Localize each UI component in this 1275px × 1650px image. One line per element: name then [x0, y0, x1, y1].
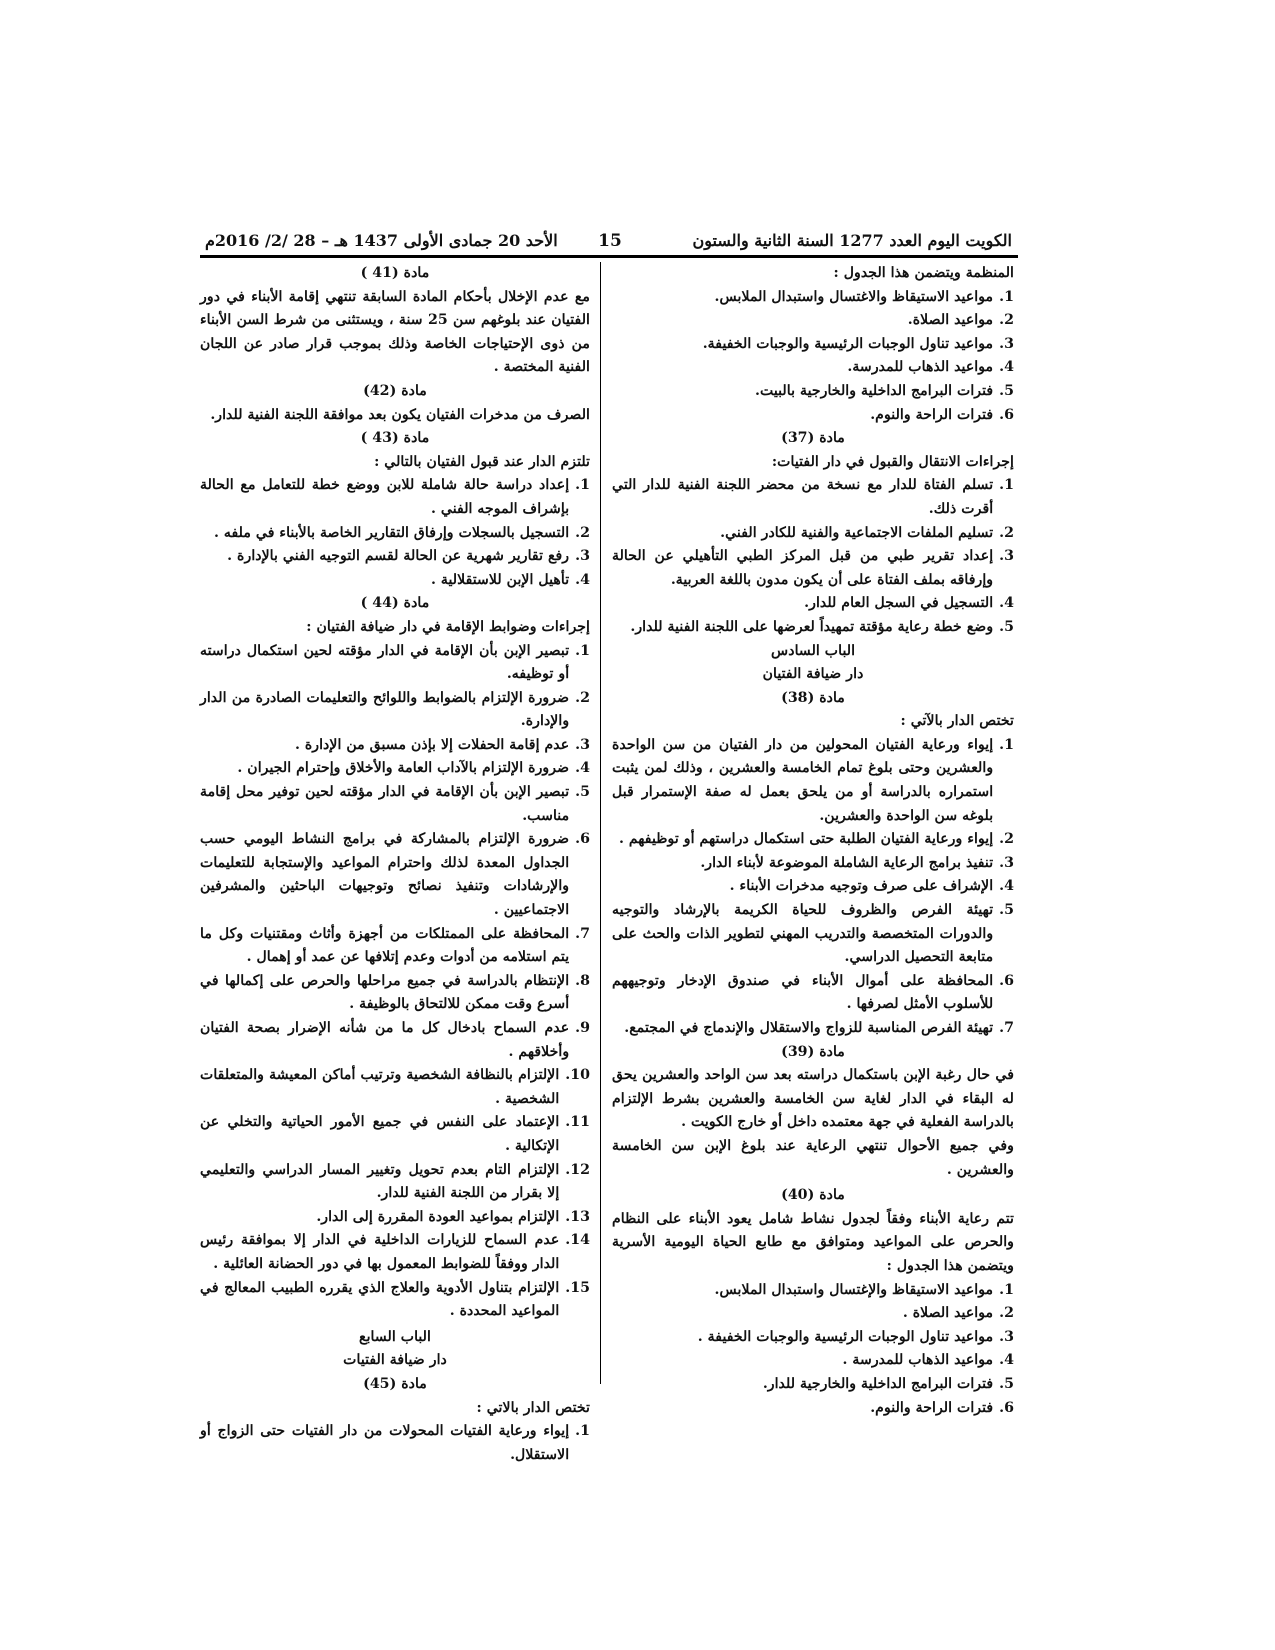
column-divider: [600, 262, 601, 1384]
list-item: [612, 1279, 1014, 1303]
article-title: مادة (42): [363, 382, 427, 399]
list-item: [200, 569, 590, 593]
list-item-text: مواعيد الاستيقاظ والإغتسال واستبدال الملابس.: [714, 1281, 994, 1298]
numbered-list: [200, 640, 590, 1324]
list-item-number: 2.: [999, 312, 1014, 329]
list-item: [612, 474, 1014, 521]
paragraph: إجراءات الانتقال والقبول في دار الفتيات:: [771, 453, 1014, 470]
paragraph: تختص الدار بالآتي :: [900, 713, 1014, 730]
list-item-number: 5.: [999, 618, 1014, 635]
list-item-number: 5.: [999, 1375, 1014, 1392]
list-item-number: 3.: [999, 548, 1014, 565]
list-item-number: 14.: [565, 1232, 590, 1249]
list-item: [200, 545, 590, 569]
article-title: مادة (37): [781, 430, 845, 447]
list-item-number: 12.: [565, 1161, 590, 1178]
list-item-text: تهيئة الفرص والظروف للحياة الكريمة بالإرشاد والتوجيه والدورات المتخصصة والتدريب المهني لتطوير الذات والحث على متابعة التحصيل الدراسي.: [612, 902, 994, 966]
article-title: مادة (43 ): [360, 430, 430, 447]
list-item-text: إعداد تقرير طبي من قبل المركز الطبي التأهيلي عن الحالة وإرفاقه بملف الفتاة على أن يكون مدون باللغة العربية.: [612, 548, 994, 588]
list-item-text: الإعتماد على النفس في جميع الأمور الحياتية والتخلي عن الإتكالية .: [200, 1114, 560, 1154]
list-item: [200, 687, 590, 734]
list-item-number: 2.: [999, 831, 1014, 848]
list-item: [200, 781, 590, 828]
list-item-number: 4.: [999, 359, 1014, 376]
list-item-number: 4.: [575, 571, 590, 588]
list-item-text: عدم إقامة الحفلات إلا بإذن مسبق من الإدارة .: [294, 736, 570, 753]
list-item-text: الإلتزام بالنظافة الشخصية وترتيب أماكن المعيشة والمتعلقات الشخصية .: [200, 1067, 560, 1107]
list-item: [612, 734, 1014, 828]
list-item-number: 8.: [575, 972, 590, 989]
paragraph: المنظمة ويتضمن هذا الجدول :: [833, 265, 1014, 281]
list-item-text: فترات البرامج الداخلية والخارجية بالبيت.: [755, 382, 994, 399]
article-title: مادة (45): [363, 1375, 427, 1392]
list-item: [200, 757, 590, 781]
list-item: [612, 616, 1014, 640]
list-item-text: مواعيد تناول الوجبات الرئيسية والوجبات الخفيفة.: [702, 335, 994, 352]
list-item-text: تأهيل الإبن للاستقلالية .: [431, 571, 570, 588]
list-item-number: 6.: [999, 406, 1014, 423]
list-item: [612, 309, 1014, 333]
numbered-list: [612, 474, 1014, 639]
list-item-text: فترات الراحة والنوم.: [870, 1399, 994, 1416]
list-item-number: 10.: [565, 1067, 590, 1084]
list-item-number: 3.: [575, 736, 590, 753]
header-rule: [200, 255, 1018, 258]
list-item-text: مواعيد الصلاة.: [907, 312, 994, 329]
list-item-text: إيواء ورعاية الفتيان الطلبة حتى استكمال دراستهم أو توظيفهم .: [618, 831, 994, 848]
list-item-text: تبصير الإبن بأن الإقامة في الدار مؤقته لحين توفير محل إقامة مناسب.: [200, 784, 570, 824]
paragraph: الصرف من مدخرات الفتيان يكون بعد موافقة اللجنة الفنية للدار.: [210, 406, 590, 423]
list-item: [612, 970, 1014, 1017]
list-item: [612, 1302, 1014, 1326]
list-item-number: 1.: [575, 477, 590, 494]
list-item-text: عدم السماح للزيارات الداخلية في الدار إلا بموافقة رئيس الدار ووفقاً للضوابط المعمول بها في دور الحضانة العائلية .: [200, 1232, 560, 1272]
list-item: [200, 923, 590, 970]
chapter-title: الباب السابع: [359, 1328, 431, 1345]
paragraph: إجراءات وضوابط الإقامة في دار ضيافة الفتيان :: [306, 618, 590, 635]
list-item: [612, 356, 1014, 380]
list-item-number: 1.: [999, 288, 1014, 305]
article-title: مادة (44 ): [360, 595, 430, 612]
numbered-list: [612, 1279, 1014, 1421]
list-item-number: 4.: [575, 760, 590, 777]
numbered-list: [200, 474, 590, 592]
list-item: [612, 1397, 1014, 1421]
list-item-number: 7.: [575, 925, 590, 942]
chapter-title: الباب السادس: [770, 642, 856, 659]
header-date: الأحد 20 جمادى الأولى 1437 هـ – 28 /2/ 2016م: [205, 231, 558, 250]
list-item: [200, 1159, 590, 1206]
list-item-text: إيواء ورعاية الفتيات المحولات من دار الفتيات حتى الزواج أو الاستقلال.: [200, 1423, 570, 1463]
list-item-text: فترات الراحة والنوم.: [870, 406, 994, 423]
list-item: [612, 852, 1014, 876]
list-item: [200, 970, 590, 1017]
list-item-text: الإنتظام بالدراسة في جميع مراحلها والحرص على إكمالها في أسرع وقت ممكن للالتحاق بالوظيفة .: [200, 972, 570, 1013]
list-item-number: 3.: [999, 854, 1014, 871]
list-item: [612, 1017, 1014, 1041]
list-item-text: الإشراف على صرف وتوجيه مدخرات الأبناء .: [729, 878, 994, 895]
list-item-text: إيواء ورعاية الفتيان المحولين من دار الفتيان من سن الواحدة والعشرين وحتى بلوغ تمام الخامسة والعشرين ، وذلك لمن يثبت استمراره بالدراسة أو من يلحق بعمل له صفة الإستمرار قبل بلوغه سن الواحدة والعشرين.: [612, 736, 994, 824]
list-item-text: ضرورة الإلتزام بالضوابط واللوائح والتعليمات الصادرة من الدار والإدارة.: [200, 689, 570, 730]
list-item-text: مواعيد الذهاب للمدرسة .: [842, 1352, 994, 1369]
paragraph: وفي جميع الأحوال تنتهي الرعاية عند بلوغ الإبن سن الخامسة والعشرين .: [612, 1137, 1014, 1178]
list-item-number: 1.: [999, 477, 1014, 494]
list-item-number: 1.: [575, 642, 590, 659]
chapter-subtitle: دار ضيافة الفتيات: [343, 1352, 447, 1369]
list-item: [612, 875, 1014, 899]
header-issue-info: الكويت اليوم العدد 1277 السنة الثانية والستون: [692, 231, 1012, 250]
list-item: [200, 1206, 590, 1230]
list-item: [612, 1373, 1014, 1397]
paragraph: تلتزم الدار عند قبول الفتيان بالتالي :: [374, 453, 590, 470]
list-item: [612, 333, 1014, 357]
list-item-number: 2.: [575, 689, 590, 706]
list-item-number: 1.: [575, 1423, 590, 1440]
list-item-number: 5.: [999, 902, 1014, 919]
list-item-number: 4.: [999, 595, 1014, 612]
list-item-number: 6.: [575, 831, 590, 848]
list-item-text: التسجيل بالسجلات وإرفاق التقارير الخاصة بالأبناء في ملفه .: [213, 524, 570, 541]
list-item: [612, 404, 1014, 428]
list-item: [612, 1326, 1014, 1350]
paragraph: مع عدم الإخلال بأحكام المادة السابقة تنتهي إقامة الأبناء في دور الفتيان عند بلوغهم سن 25 سنة ، ويستثنى من شرط السن الأبناء من ذوى الإحتياجات الخاصة وذلك بموجب قرار صادر عن اللجان الفنية المختصة .: [200, 288, 590, 376]
article-title: مادة (40): [781, 1187, 845, 1204]
list-item-number: 6.: [999, 972, 1014, 989]
list-item-number: 5.: [575, 784, 590, 801]
numbered-list: [612, 734, 1014, 1041]
list-item-text: التسجيل في السجل العام للدار.: [804, 595, 994, 612]
list-item-number: 6.: [999, 1399, 1014, 1416]
list-item-text: مواعيد الذهاب للمدرسة.: [847, 359, 994, 376]
paragraph: تتم رعاية الأبناء وفقاً لجدول نشاط شامل يعود الأبناء على النظام والحرص على المواعيد ومتوافق مع طابع الحياة اليومية الأسرية ويتضمن هذا الجدول :: [612, 1210, 1014, 1274]
list-item-text: فترات البرامج الداخلية والخارجية للدار.: [762, 1375, 994, 1392]
paragraph: تختص الدار بالاتي :: [476, 1399, 590, 1416]
chapter-subtitle: دار ضيافة الفتيان: [762, 666, 864, 683]
list-item-number: 11.: [565, 1114, 590, 1131]
list-item: [200, 640, 590, 687]
list-item-number: 3.: [999, 335, 1014, 352]
list-item-text: مواعيد الاستيقاظ والاغتسال واستبدال الملابس.: [714, 288, 994, 305]
list-item: [200, 1420, 590, 1467]
list-item-number: 4.: [999, 1352, 1014, 1369]
list-item-number: 4.: [999, 878, 1014, 895]
list-item-text: الإلتزام التام بعدم تحويل وتغيير المسار الدراسي والتعليمي إلا بقرار من اللجنة الفنية للدار.: [200, 1161, 560, 1202]
list-item: [200, 1017, 590, 1064]
list-item-number: 5.: [999, 382, 1014, 399]
list-item-text: إعداد دراسة حالة شاملة للابن ووضع خطة للتعامل مع الحالة بإشراف الموجه الفني .: [200, 477, 570, 517]
left-column: [200, 262, 590, 1467]
list-item: [612, 522, 1014, 546]
list-item-number: 2.: [999, 1305, 1014, 1322]
list-item: [200, 474, 590, 521]
list-item-number: 3.: [575, 548, 590, 565]
list-item: [612, 899, 1014, 970]
list-item-number: 9.: [575, 1020, 590, 1036]
list-item: [612, 592, 1014, 616]
list-item: [200, 522, 590, 546]
list-item-text: تهيئة الفرص المناسبة للزواج والاستقلال والإندماج في المجتمع.: [624, 1020, 994, 1036]
list-item-text: تسليم الملفات الاجتماعية والفنية للكادر الفني.: [720, 524, 994, 541]
right-column: [612, 262, 1014, 1420]
list-item-text: تنفيذ برامج الرعاية الشاملة الموضوعة لأبناء الدار.: [700, 854, 994, 871]
list-item-text: ضرورة الإلتزام بالمشاركة في برامج النشاط اليومي حسب الجداول المعدة لذلك واحترام المواعيد والإستجابة للتعليمات والإرشادات وتنفيذ نصائح وتوجيهات الباحثين والمشرفين الاجتماعيين .: [200, 831, 570, 919]
list-item-number: 2.: [999, 524, 1014, 541]
list-item-text: تسلم الفتاة للدار مع نسخة من محضر اللجنة الفنية للدار التي أقرت ذلك.: [612, 477, 994, 517]
list-item-number: 3.: [999, 1328, 1014, 1345]
article-title: مادة (39): [781, 1043, 845, 1060]
page-number: 15: [598, 231, 622, 251]
list-item-text: عدم السماح بادخال كل ما من شأنه الإضرار بصحة الفتيان وأخلاقهم .: [200, 1020, 570, 1060]
list-item: [200, 1111, 590, 1158]
article-title: مادة (38): [781, 689, 845, 706]
list-item: [200, 734, 590, 758]
list-item: [612, 545, 1014, 592]
list-item-number: 7.: [999, 1020, 1014, 1036]
list-item: [200, 1229, 590, 1276]
list-item-text: الإلتزام بمواعيد العودة المقررة إلى الدار.: [316, 1208, 560, 1225]
list-item: [200, 1064, 590, 1111]
list-item-number: 2.: [575, 524, 590, 541]
list-item-number: 13.: [565, 1208, 590, 1225]
list-item-text: مواعيد الصلاة .: [902, 1305, 994, 1322]
list-item: [612, 1349, 1014, 1373]
list-item-text: مواعيد تناول الوجبات الرئيسية والوجبات الخفيفة .: [697, 1328, 994, 1345]
list-item-text: رفع تقارير شهرية عن الحالة لقسم التوجيه الفني بالإدارة .: [227, 548, 570, 565]
list-item-text: المحافظة على الممتلكات من أجهزة وأثاث ومقتنيات وكل ما يتم استلامه من أدوات وعدم إتلافها عن عمد أو إهمال .: [200, 925, 570, 966]
list-item: [612, 286, 1014, 310]
list-item: [612, 828, 1014, 852]
list-item-text: ضرورة الإلتزام بالآداب العامة والأخلاق وإحترام الجيران .: [237, 760, 570, 777]
list-item: [200, 1277, 590, 1324]
list-item-text: وضع خطة رعاية مؤقتة تمهيداً لعرضها على اللجنة الفنية للدار.: [630, 618, 994, 635]
numbered-list: [200, 1420, 590, 1467]
paragraph: في حال رغبة الإبن باستكمال دراسته بعد سن الواحد والعشرين يحق له البقاء في الدار لغاية سن الخامسة والعشرين بشرط الإلتزام بالدراسة الفعلية في جهة معتمده داخل أو خارج الكويت .: [612, 1067, 1014, 1131]
list-item: [612, 380, 1014, 404]
numbered-list: [612, 286, 1014, 428]
list-item-text: تبصير الإبن بأن الإقامة في الدار مؤقته لحين استكمال دراسته أو توظيفه.: [200, 642, 570, 683]
list-item-text: الإلتزام بتناول الأدوية والعلاج الذي يقرره الطبيب المعالج في المواعيد المحددة .: [200, 1279, 560, 1320]
list-item: [200, 828, 590, 922]
list-item-number: 15.: [565, 1279, 590, 1296]
article-title: مادة (41 ): [360, 265, 430, 281]
list-item-number: 1.: [999, 1281, 1014, 1298]
list-item-text: المحافظة على أموال الأبناء في صندوق الإدخار وتوجيههم للأسلوب الأمثل لصرفها .: [612, 972, 994, 1013]
list-item-number: 1.: [999, 736, 1014, 753]
